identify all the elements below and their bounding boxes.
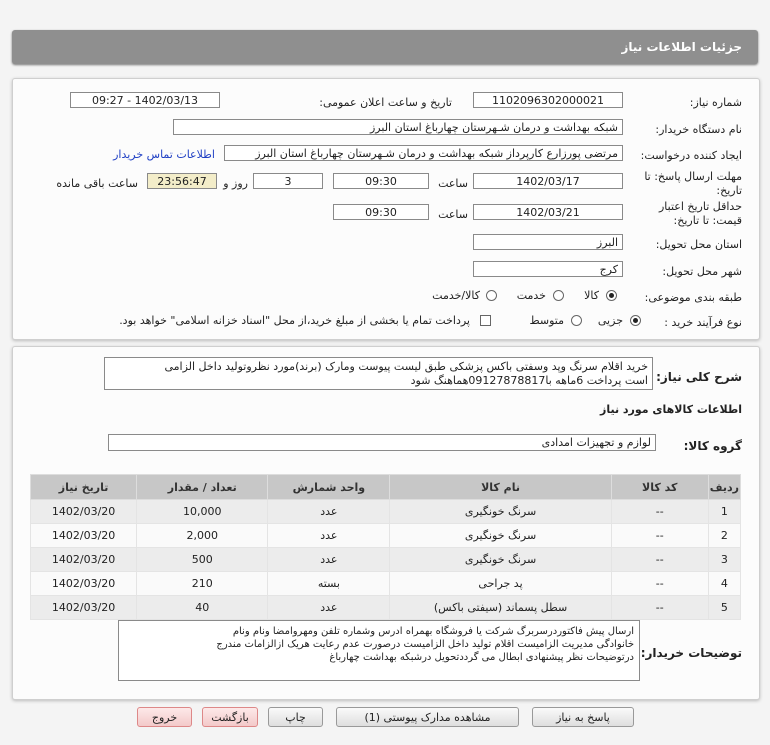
reply-time-label: ساعت: [438, 177, 468, 190]
remaining-days-field: 3: [253, 173, 323, 189]
reply-deadline-label-2: تاریخ:: [716, 184, 742, 197]
validity-date-field: 1402/03/21: [473, 204, 623, 220]
category-option-service: خدمت: [516, 289, 546, 302]
validity-time-field: 09:30: [333, 204, 429, 220]
row-number: 4: [708, 572, 740, 596]
unit: عدد: [268, 524, 390, 548]
buyer-notes-line-3: درتوضیحات نظر پیشنهادی ابطال می گرددتحویل درشبکه بهداشت چهارباغ: [329, 652, 634, 663]
process-option-minor: جزیی: [597, 314, 623, 327]
quantity: 210: [137, 572, 268, 596]
province-label: استان محل تحویل:: [655, 238, 742, 251]
validity-label: حداقل تاریخ اعتبار: [658, 200, 742, 213]
col-need-date: تاریخ نیاز: [31, 475, 137, 500]
summary-text-line-1: خرید اقلام سرنگ وپد وسفتی باکس پزشکی طبق لیست پیوست ومارک (برند)مورد نظروتولید داخل الزامی: [164, 360, 648, 373]
table-row: [31, 572, 741, 596]
row-number: 5: [708, 596, 740, 620]
quantity: 40: [137, 596, 268, 620]
page-title: جزئیات اطلاعات نیاز: [621, 40, 742, 54]
remaining-time-label: ساعت باقی مانده: [56, 177, 138, 190]
goods-code: --: [611, 548, 708, 572]
buyer-contact-link[interactable]: اطلاعات تماس خریدار: [113, 148, 215, 161]
category-option-goods: کالا: [584, 289, 599, 302]
goods-group-label: گروه کالا:: [683, 439, 742, 453]
unit: عدد: [268, 548, 390, 572]
table-row: [31, 524, 741, 548]
process-radio-medium[interactable]: [571, 315, 582, 326]
category-radio-service[interactable]: [553, 290, 564, 301]
goods-name: سطل پسماند (سیفتی باکس): [390, 596, 611, 620]
remaining-time-field: 23:56:47: [147, 173, 217, 189]
reply-deadline-label: مهلت ارسال پاسخ: تا: [644, 170, 742, 183]
buyer-org-label: نام دستگاه خریدار:: [655, 123, 742, 136]
exit-button[interactable]: خروج: [137, 707, 192, 727]
reply-to-need-button[interactable]: پاسخ به نیاز: [532, 707, 634, 727]
goods-code: --: [611, 596, 708, 620]
need-number-label: شماره نیاز:: [689, 96, 742, 109]
need-date: 1402/03/20: [31, 596, 137, 620]
summary-text-line-2: است پرداخت 6ماهه با09127878817هماهنگ شود: [410, 374, 648, 387]
goods-name: سرنگ خونگیری: [390, 500, 611, 524]
col-unit: واحد شمارش: [268, 475, 390, 500]
row-number: 3: [708, 548, 740, 572]
days-label: روز و: [223, 177, 248, 190]
goods-section-title: اطلاعات کالاهای مورد نیاز: [600, 403, 742, 416]
goods-code: --: [611, 500, 708, 524]
city-field: کرج: [473, 261, 623, 277]
goods-name: پد جراحی: [390, 572, 611, 596]
announce-date-field: 1402/03/13 - 09:27: [70, 92, 220, 108]
quantity: 500: [137, 548, 268, 572]
need-number-field: 1102096302000021: [473, 92, 623, 108]
category-option-goods-service: کالا/خدمت: [432, 289, 480, 302]
reply-date-field: 1402/03/17: [473, 173, 623, 189]
process-option-medium: متوسط: [529, 314, 564, 327]
treasury-payment-note: پرداخت تمام یا بخشی از مبلغ خرید،از محل "اسناد خزانه اسلامی" خواهد بود.: [119, 314, 470, 327]
buyer-notes-box: [118, 620, 640, 681]
print-button[interactable]: چاپ: [268, 707, 323, 727]
creator-label: ایجاد کننده درخواست:: [640, 149, 742, 162]
table-row: [31, 596, 741, 620]
row-number: 1: [708, 500, 740, 524]
row-number: 2: [708, 524, 740, 548]
treasury-payment-checkbox[interactable]: [480, 315, 491, 326]
goods-table: [30, 474, 741, 620]
unit: بسته: [268, 572, 390, 596]
category-label: طبقه بندی موضوعی:: [644, 291, 742, 304]
city-label: شهر محل تحویل:: [662, 265, 742, 278]
summary-box: [104, 357, 653, 390]
announce-date-label: تاریخ و ساعت اعلان عمومی:: [319, 96, 452, 109]
quantity: 2,000: [137, 524, 268, 548]
buyer-notes-label: توضیحات خریدار:: [640, 646, 742, 660]
creator-field: مرتضی پورزارع کارپرداز شبکه بهداشت و درمان شـهرستان چهارباغ استان البرز: [224, 145, 623, 161]
process-type-label: نوع فرآیند خرید :: [664, 316, 742, 329]
goods-name: سرنگ خونگیری: [390, 548, 611, 572]
col-row-number: ردیف: [708, 475, 740, 500]
category-radio-goods-service[interactable]: [486, 290, 497, 301]
process-radio-minor[interactable]: [630, 315, 641, 326]
quantity: 10,000: [137, 500, 268, 524]
goods-table-header: [31, 475, 741, 500]
goods-group-field: لوازم و تجهیزات امدادی: [108, 434, 656, 451]
validity-time-label: ساعت: [438, 208, 468, 221]
buyer-org-field: شبکه بهداشت و درمان شـهرستان چهارباغ استان البرز: [173, 119, 623, 135]
need-date: 1402/03/20: [31, 500, 137, 524]
buyer-notes-line-2: خانوادگی مدیریت الزامیست اقلام تولید داخل الزامیست درصورت عدم رعایت هریک ازالزامات مندرج: [216, 639, 634, 650]
table-row: [31, 548, 741, 572]
need-date: 1402/03/20: [31, 548, 137, 572]
page-header: [12, 30, 758, 64]
category-radio-goods[interactable]: [606, 290, 617, 301]
province-field: البرز: [473, 234, 623, 250]
view-attachments-button[interactable]: مشاهده مدارک پیوستی (1): [336, 707, 519, 727]
goods-code: --: [611, 524, 708, 548]
goods-code: --: [611, 572, 708, 596]
buyer-notes-line-1: ارسال پیش فاکتوردرسربرگ شرکت یا فروشگاه بهمراه ادرس وشماره تلفن ومهروامضا ونام ونام: [232, 626, 634, 637]
back-button[interactable]: بازگشت: [202, 707, 258, 727]
need-date: 1402/03/20: [31, 524, 137, 548]
col-goods-code: کد کالا: [611, 475, 708, 500]
summary-label: شرح کلی نیاز:: [656, 370, 742, 384]
unit: عدد: [268, 596, 390, 620]
col-quantity: تعداد / مقدار: [137, 475, 268, 500]
unit: عدد: [268, 500, 390, 524]
reply-time-field: 09:30: [333, 173, 429, 189]
need-date: 1402/03/20: [31, 572, 137, 596]
table-row: [31, 500, 741, 524]
validity-label-2: قیمت: تا تاریخ:: [673, 214, 742, 227]
col-goods-name: نام کالا: [390, 475, 611, 500]
goods-name: سرنگ خونگیری: [390, 524, 611, 548]
